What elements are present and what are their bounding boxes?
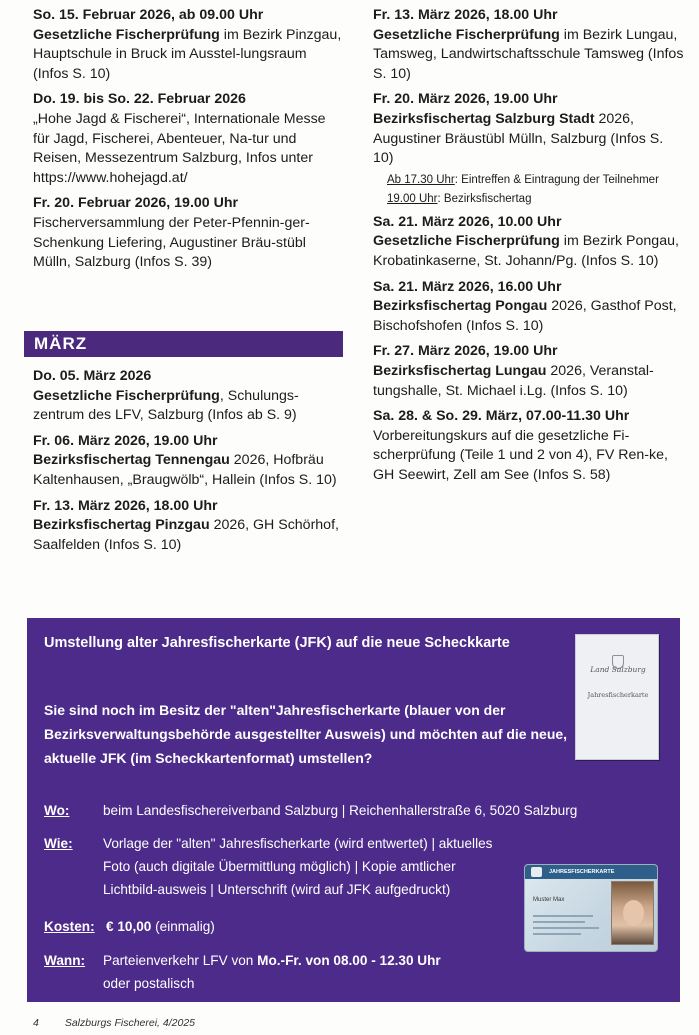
event-detail: im Bezirk Pinzgau, Hauptschule in Bruck im Ausstel-lungsraum (Infos S. 10) [33, 26, 342, 82]
schedule-time: Ab 17.30 Uhr [387, 173, 455, 186]
event-item [373, 6, 685, 84]
value-wann [103, 949, 673, 995]
schedule-text: : Eintreffen & Eintragung der Teilnehmer [454, 173, 659, 186]
card-photo [611, 881, 654, 945]
info-box-intro: Sie sind noch im Besitz der "alten"Jahresfischerkarte (blauer von der Bezirksverwaltungsbehörde ausgestellter Ausweis) und möchten auf die neue, aktuelle JFK (im Scheckkartenformat) umstellen? [44, 702, 568, 766]
schedule-item [373, 191, 685, 207]
old-license-card-image [575, 634, 659, 760]
wann-hours: Mo.-Fr. von 08.00 - 12.30 Uhr [257, 953, 441, 968]
schedule-text: : Bezirksfischertag [437, 192, 532, 205]
event-item [373, 407, 685, 485]
event-item [373, 90, 685, 206]
event-item [373, 213, 685, 272]
label-kosten: Kosten: [44, 919, 95, 934]
label-wie: Wie: [44, 836, 73, 851]
event-title: Gesetzliche Fischerprüfung [373, 233, 560, 250]
event-detail: 2026, Hofbräu Kaltenhausen, „Braugwölb“, Hallein (Infos S. 10) [33, 452, 337, 488]
kosten-note: (einmalig) [151, 919, 215, 934]
old-card-name: Jahresfischerkarte [587, 691, 649, 699]
event-title: Gesetzliche Fischerprüfung [373, 26, 560, 43]
event-title: Bezirksfischertag Salzburg Stadt [373, 110, 595, 127]
event-date: Fr. 06. März 2026, 19.00 Uhr [33, 432, 218, 449]
schedule-item [373, 172, 685, 188]
event-detail: im Bezirk Lungau, Tamsweg, Landwirtschaftsschule Tamsweg (Infos S. 10) [373, 26, 684, 82]
event-date: So. 15. Februar 2026, ab 09.00 Uhr [33, 7, 264, 23]
card-text-line [533, 927, 599, 929]
event-item [33, 432, 345, 491]
right-column [373, 6, 685, 491]
event-detail: 2026, GH Schörhof, Saalfelden (Infos S. 10) [33, 517, 339, 553]
new-card-name: Muster Max [533, 897, 565, 903]
event-date: Fr. 20. Februar 2026, 19.00 Uhr [33, 195, 239, 212]
event-date: Fr. 20. März 2026, 19.00 Uhr [373, 91, 558, 108]
event-date: Do. 05. März 2026 [33, 368, 152, 384]
value-wie: Vorlage der "alten" Jahresfischerkarte (wird entwertet) | aktuelles Foto (auch digitale Übermittlung möglich) | Kopie amtlicher Lichtbild-ausweis | Unterschrift (wird auf JFK aufgedruckt) [103, 836, 493, 897]
event-text: Vorbereitungskurs auf die gesetzliche Fi-scherprüfung (Teile 1 und 2 von 4), FV Ren-ke, GH Seewirt, Zell am See (Infos S. 58) [373, 427, 668, 483]
page-number: 4 [33, 1017, 39, 1029]
event-item [33, 497, 345, 556]
event-date: Fr. 13. März 2026, 18.00 Uhr [33, 497, 218, 514]
event-detail: im Bezirk Pongau, Krobatinkaserne, St. Johann/Pg. (Infos S. 10) [373, 233, 679, 269]
card-face [623, 900, 644, 926]
label-wann: Wann: [44, 953, 86, 968]
event-date: Sa. 28. & So. 29. März, 07.00-11.30 Uhr [373, 408, 630, 425]
event-item [33, 6, 345, 84]
event-item [33, 367, 345, 426]
event-date: Sa. 21. März 2026, 10.00 Uhr [373, 213, 562, 230]
event-date: Fr. 13. März 2026, 18.00 Uhr [373, 7, 558, 23]
old-card-brand: Land Salzburg [590, 665, 646, 674]
event-item [373, 278, 685, 337]
left-column [33, 6, 345, 279]
event-detail: 2026, Augustiner Bräustübl Mülln, Salzburg (Infos S. 10) [373, 110, 664, 167]
event-title: Bezirksfischertag Pinzgau [33, 517, 210, 534]
event-date: Fr. 27. März 2026, 19.00 Uhr [373, 343, 558, 360]
event-item [33, 194, 345, 272]
event-text: „Hohe Jagd & Fischerei“, Internationale Messe für Jagd, Fischerei, Abenteuer, Na-tur und Reisen, Messezentrum Salzburg, Infos unter https://www.hohejagd.at/ [33, 110, 326, 186]
event-date: Sa. 21. März 2026, 16.00 Uhr [373, 278, 562, 295]
event-text: Fischerversammlung der Peter-Pfennin-ger-Schenkung Liefering, Augustiner Bräu-stübl Mülln, Salzburg (Infos S. 39) [33, 214, 310, 271]
info-box [27, 618, 680, 1002]
page-footer [33, 1017, 195, 1029]
card-text-line [533, 933, 581, 935]
new-license-card-image [524, 864, 658, 952]
card-logo-icon [531, 867, 542, 877]
new-card-header: JAHRESFISCHERKARTE [525, 865, 658, 879]
schedule-time: 19.00 Uhr [387, 192, 438, 205]
event-detail: 2026, Gasthof Post, Bischofshofen (Infos S. 10) [373, 298, 677, 334]
event-item [373, 342, 685, 401]
event-date: Do. 19. bis So. 22. Februar 2026 [33, 91, 246, 108]
event-title: Bezirksfischertag Pongau [373, 298, 548, 315]
wann-suffix: oder postalisch [103, 976, 195, 991]
left-column-march [33, 367, 345, 561]
info-box-title: Umstellung alter Jahresfischerkarte (JFK) auf die neue Scheckkarte [44, 635, 510, 651]
wann-prefix: Parteienverkehr LFV von [103, 953, 258, 968]
event-title: Bezirksfischertag Lungau [373, 362, 547, 379]
event-title: Gesetzliche Fischerprüfung [33, 26, 220, 43]
event-title: Gesetzliche Fischerprüfung [33, 387, 220, 404]
label-wo: Wo: [44, 803, 70, 818]
event-title: Bezirksfischertag Tennengau [33, 452, 230, 469]
event-detail: 2026, Veranstal-tungshalle, St. Michael i.Lg. (Infos S. 10) [373, 362, 654, 399]
month-heading: MÄRZ [24, 331, 343, 357]
kosten-amount: € 10,00 [106, 919, 152, 934]
card-text-line [533, 915, 593, 917]
event-item [33, 90, 345, 188]
publication-name: Salzburgs Fischerei, 4/2025 [64, 1017, 195, 1029]
card-text-line [533, 921, 585, 923]
value-wo: beim Landesfischereiverband Salzburg | Reichenhallerstraße 6, 5020 Salzburg [103, 803, 578, 818]
event-detail: , Schulungs-zentrum des LFV, Salzburg (Infos ab S. 9) [33, 387, 299, 424]
